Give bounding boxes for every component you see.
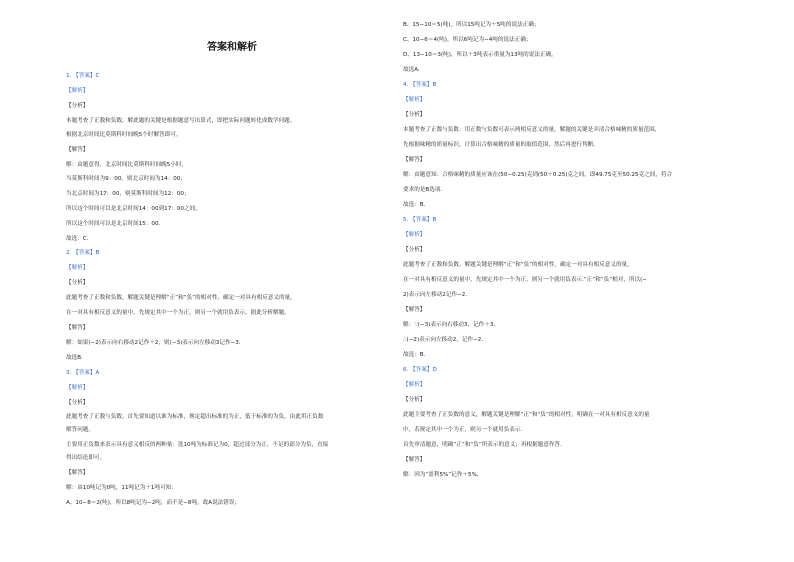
text-line: 解：由题意知：合格味精的质量应该在(50−0.25)克到(50＋0.25)克之间，即49.75克至50.25克之间，符合: [403, 172, 673, 178]
answer-heading: 4. 【答案】B: [403, 82, 437, 88]
text-line: 故选：C.: [66, 236, 89, 242]
text-line: 此题考查了正数和负数，解题关键是理解“正”和“负”的相对性，确定一对具有相反意义的量，: [403, 262, 633, 268]
text-line: 解：由10吨记为0吨，11吨记为＋1吨可知：: [66, 485, 177, 491]
text-line: 故选B.: [66, 355, 83, 361]
text-line: D、13−10＝3(吨)，所以＋3吨表示重量为13吨的说法正确。: [403, 52, 557, 58]
text-line: 【解答】: [66, 147, 89, 153]
analysis-tag: 【解析】: [66, 265, 89, 271]
text-line: 在一对具有相反意义的量中，先规定其中一个为正，则另一个就用负表示，据此分析解题。: [66, 310, 290, 316]
answer-heading: 1. 【答案】C: [66, 73, 100, 79]
text-line: 当北京时间为17：00，则莫斯科时间为12：00；: [66, 191, 190, 197]
answer-heading: 2. 【答案】B: [66, 250, 100, 256]
text-line: 解答问题。: [66, 427, 94, 433]
text-line: 当莫斯科时间为9：00，则北京时间为14：00；: [66, 176, 187, 182]
text-line: 所以这个时间可以是北京时间14：00到17：00之间，: [66, 206, 201, 212]
analysis-tag: 【解析】: [403, 232, 426, 238]
answer-heading: 3. 【答案】A: [66, 370, 100, 376]
text-line: 【分析】: [403, 112, 426, 118]
text-line: 【解答】: [66, 470, 89, 476]
text-line: 所以这个时间可以是北京时间15：00.: [66, 221, 161, 227]
text-line: 故选：B.: [403, 352, 426, 358]
text-line: 先根据味精的质量标识，计算出合格味精的质量的取值范围，然后再进行判断。: [403, 142, 599, 148]
analysis-tag: 【解析】: [403, 97, 426, 103]
text-line: 主要用正负数来表示具有意义相反的两种量：选10吨为标准记为0，超过部分为正，不足的部分为负，直接: [66, 442, 329, 448]
answer-heading: 6. 【答案】D: [403, 367, 437, 373]
text-line: 【解答】: [403, 157, 426, 163]
text-line: 首先审清题意，明确“正”和“负”所表示的意义；再根据题意作答.: [403, 442, 562, 448]
text-line: 【解答】: [66, 325, 89, 331]
text-line: 此题主要考查了正负数的意义，解题关键是理解“正”和“负”的相对性，明确在一对具有相反意义的量: [403, 412, 650, 418]
text-line: 【分析】: [403, 247, 426, 253]
page-title: 答案和解析: [207, 42, 257, 53]
text-line: 要求的是B选项.: [403, 187, 443, 193]
text-line: 本题考查了正数与负数：用正数与负数可表示两相反意义的量，解题的关键是弄清合格味精的质量范围，: [403, 127, 661, 133]
text-line: 中，若规定其中一个为正，则另一个就用负表示.: [403, 427, 523, 433]
text-line: 解：∵(−3)表示向右移动3，记作＋3，: [403, 322, 500, 328]
analysis-tag: 【解析】: [66, 88, 89, 94]
text-line: 根据北京时间比莫斯科时间晚5个时解答即可。: [66, 132, 182, 138]
answer-heading: 5. 【答案】B: [403, 217, 437, 223]
text-line: 2)表示向左移动2记作−2.: [403, 292, 468, 298]
text-line: C、10−6＝4(吨)，所以6吨记为−4吨的说法正确；: [403, 37, 532, 43]
analysis-tag: 【解析】: [66, 385, 89, 391]
text-line: 【解答】: [403, 457, 426, 463]
text-line: 解：由题意得，北京时间比莫斯科时间晚5小时，: [66, 162, 188, 168]
analysis-tag: 【解析】: [403, 382, 426, 388]
text-line: 得出结论即可。: [66, 455, 106, 461]
text-line: 解：因为“盈利5%”记作＋5%，: [403, 472, 483, 478]
text-line: 解：如果(−2)表示向右移动2记作＋2，则(−3)表示向左移动3记作−3.: [66, 340, 241, 346]
text-line: 故选A.: [403, 67, 420, 73]
text-line: A、10−8＝2(吨)，所以8吨记为−2吨，而不是−8吨，故A说法错误；: [66, 500, 241, 506]
text-line: B、15−10＝5(吨)，所以15吨记为＋5吨的说法正确；: [403, 22, 540, 28]
text-line: 【分析】: [403, 397, 426, 403]
text-line: 此题考查了正数与负数，首先要知道以谁为标准，规定超出标准的为正，低于标准的为负，由此用正负数: [66, 414, 324, 420]
text-line: ∴(−2)表示向左移动2，记作−2.: [403, 337, 484, 343]
text-line: 故选：B.: [403, 202, 426, 208]
text-line: 【分析】: [66, 400, 89, 406]
text-line: 【解答】: [403, 307, 426, 313]
text-line: 在一对具有相反意义的量中，先规定其中一个为正，则另一个就用负表示.“正”和“负”相对，所以(−: [403, 277, 647, 283]
text-line: 此题考查了正数和负数，解题关键是理解“正”和“负”的相对性，确定一对具有相反意义的量，: [66, 295, 296, 301]
text-line: 【分析】: [66, 103, 89, 109]
text-line: 【分析】: [66, 280, 89, 286]
text-line: 本题考查了正数和负数，解此题的关键是根据题意写出算式，即把实际问题转化成数学问题。: [66, 118, 296, 124]
